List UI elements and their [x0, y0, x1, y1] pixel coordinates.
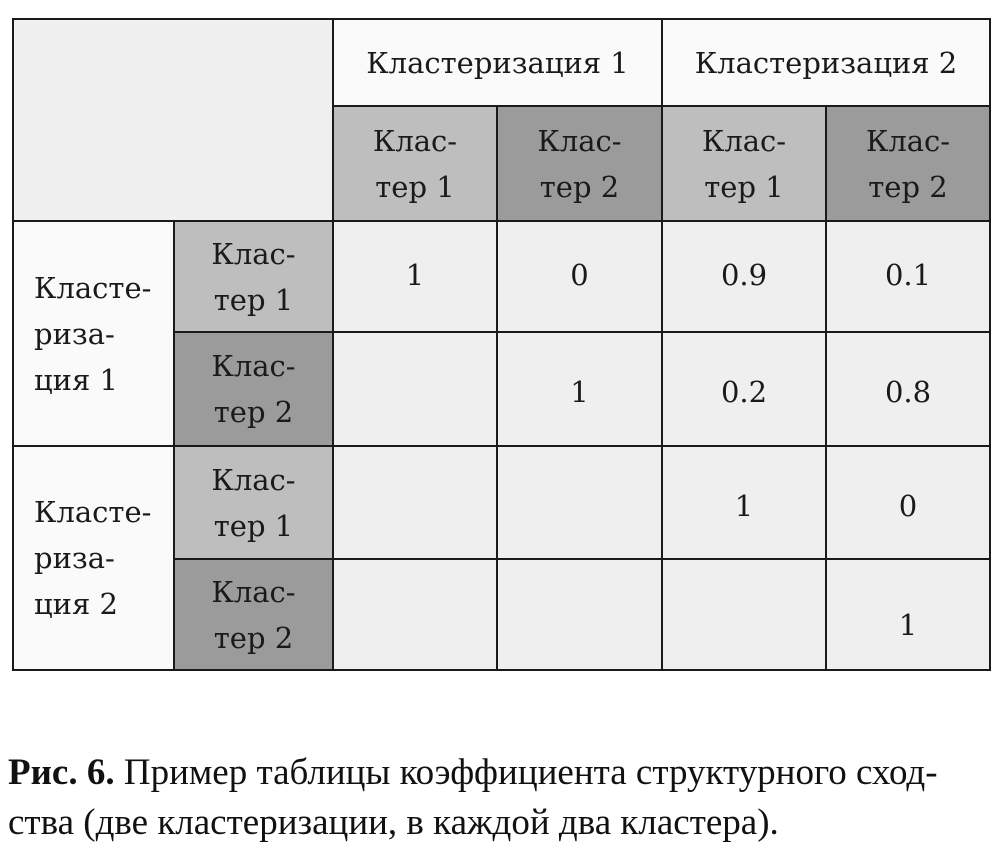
row-cluster-header: Клас- тер 2	[173, 331, 334, 447]
value-cell	[661, 558, 827, 671]
row-group-header: Класте- риза- ция 2	[12, 445, 175, 671]
col-cluster-header: Клас- тер 1	[661, 105, 827, 222]
caption-text: Пример таблицы коэффициента структурного сход- ства (две кластеризации, в каждой два кластера).	[8, 752, 938, 843]
col-cluster-header: Клас- тер 2	[496, 105, 663, 222]
value-cell	[496, 558, 663, 671]
value-cell: 0.2	[661, 331, 827, 447]
row-cluster-header: Клас- тер 1	[173, 220, 334, 333]
value-cell: 0	[496, 220, 663, 333]
value-cell: 1	[825, 558, 991, 671]
value-cell	[332, 445, 498, 560]
value-cell: 1	[332, 220, 498, 333]
value-cell: 0	[825, 445, 991, 560]
col-cluster-header: Клас- тер 1	[332, 105, 498, 222]
value-cell	[496, 445, 663, 560]
caption-lead: Рис. 6.	[8, 752, 115, 793]
col-cluster-header: Клас- тер 2	[825, 105, 991, 222]
row-cluster-header: Клас- тер 1	[173, 445, 334, 560]
col-group-header: Кластеризация 2	[661, 18, 991, 107]
row-cluster-header: Клас- тер 2	[173, 558, 334, 671]
value-cell	[332, 558, 498, 671]
value-cell: 0.8	[825, 331, 991, 447]
value-cell: 1	[661, 445, 827, 560]
row-group-header: Класте- риза- ция 1	[12, 220, 175, 447]
value-cell: 0.9	[661, 220, 827, 333]
figure-caption	[8, 748, 998, 848]
corner-cell	[12, 18, 334, 222]
col-group-header: Кластеризация 1	[332, 18, 663, 107]
value-cell	[332, 331, 498, 447]
value-cell: 0.1	[825, 220, 991, 333]
value-cell: 1	[496, 331, 663, 447]
